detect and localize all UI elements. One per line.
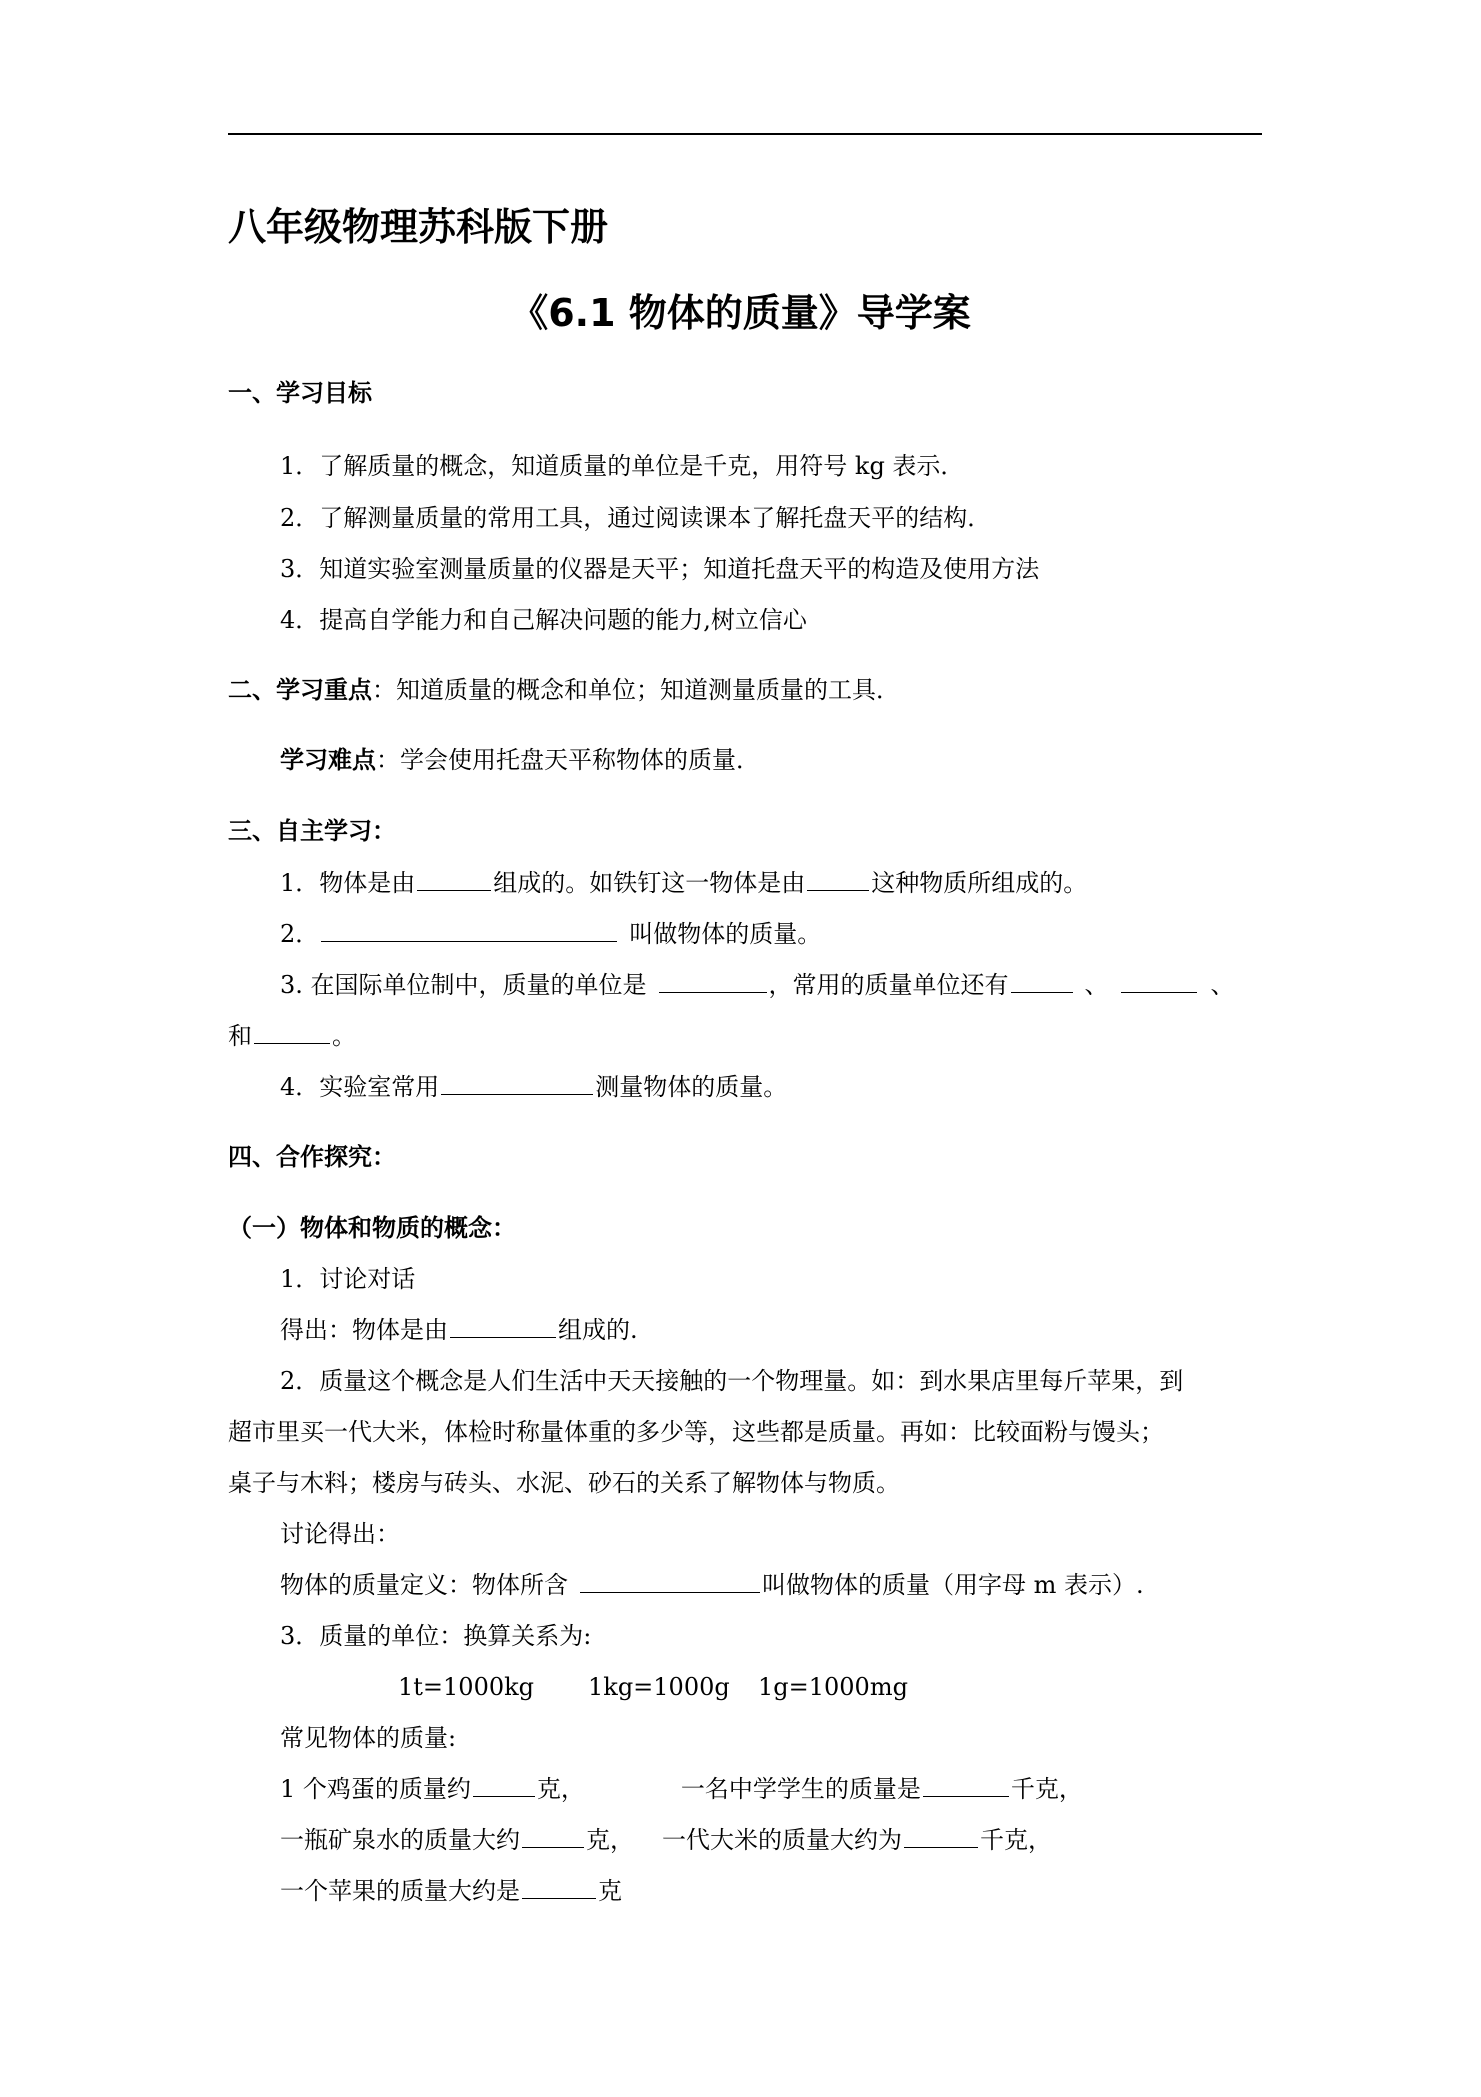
paragraph: 讨论得出：	[280, 1520, 400, 1548]
objective-1: 1．了解质量的概念，知道质量的单位是千克，用符号 kg 表示．	[280, 452, 965, 480]
conversion-item: 1t=1000kg	[398, 1673, 535, 1701]
blank-field[interactable]	[522, 1825, 584, 1848]
unit-conversions	[398, 1672, 908, 1702]
blank-field[interactable]	[904, 1825, 978, 1848]
section-4-heading: 四、合作探究：	[228, 1143, 396, 1171]
section-3-heading: 三、自主学习：	[228, 817, 396, 845]
blank-field[interactable]	[659, 970, 767, 993]
mass-examples-row: 一瓶矿泉水的质量大约 克， 一代大米的质量大约为 千克，	[280, 1826, 1052, 1854]
blank-field[interactable]	[807, 868, 869, 891]
paragraph: 超市里买一代大米，体检时称量体重的多少等，这些都是质量。再如：比较面粉与馒头；	[228, 1418, 1164, 1446]
blank-field[interactable]	[450, 1315, 556, 1338]
difficult-points-label: 学习难点	[280, 746, 376, 774]
paragraph: 常见物体的质量:	[280, 1724, 457, 1752]
self-study-q3-cont: 和 。	[228, 1022, 356, 1050]
paragraph: 2．质量这个概念是人们生活中天天接触的一个物理量。如：到水果店里每斤苹果，到	[280, 1367, 1184, 1395]
blank-field[interactable]	[417, 868, 491, 891]
mass-examples-row: 一个苹果的质量大约是 克	[280, 1877, 622, 1905]
conversion-item: 1g=1000mg	[758, 1673, 908, 1701]
page-title: 八年级物理苏科版下册	[228, 205, 609, 249]
mass-definition: 物体的质量定义：物体所含 叫做物体的质量（用字母 m 表示）.	[280, 1571, 1144, 1599]
self-study-q4: 4．实验室常用 测量物体的质量。	[280, 1073, 788, 1101]
conclusion-line: 得出：物体是由 组成的.	[280, 1316, 638, 1344]
key-points-label: 二、学习重点	[228, 676, 372, 704]
blank-field[interactable]	[1011, 970, 1073, 993]
difficult-points	[280, 745, 760, 775]
section-1-heading: 一、学习目标	[228, 379, 372, 407]
blank-field[interactable]	[441, 1072, 593, 1095]
conversion-item: 1kg=1000g	[588, 1673, 730, 1701]
blank-field[interactable]	[923, 1774, 1009, 1797]
objective-4: 4．提高自学能力和自己解决问题的能力,树立信心	[280, 606, 807, 634]
subsection-1-heading: （一）物体和物质的概念：	[228, 1214, 516, 1242]
blank-field[interactable]	[321, 919, 617, 942]
objective-2: 2．了解测量质量的常用工具，通过阅读课本了解托盘天平的结构．	[280, 504, 992, 532]
blank-field[interactable]	[580, 1570, 760, 1593]
document-title: 《6.1 物体的质量》导学案	[510, 291, 971, 335]
self-study-q2: 2． 叫做物体的质量。	[280, 920, 822, 948]
paragraph: 3．质量的单位：换算关系为:	[280, 1622, 592, 1650]
blank-field[interactable]	[473, 1774, 535, 1797]
self-study-q3: 3. 在国际单位制中，质量的单位是 ，常用的质量单位还有 、 、	[280, 971, 1235, 999]
key-points-text: ：知道质量的概念和单位；知道测量质量的工具．	[372, 676, 900, 704]
objective-3: 3．知道实验室测量质量的仪器是天平；知道托盘天平的构造及使用方法	[280, 555, 1040, 583]
paragraph: 1．讨论对话	[280, 1265, 416, 1293]
mass-examples-row: 1 个鸡蛋的质量约 克， 一名中学学生的质量是 千克，	[280, 1775, 1083, 1803]
key-points	[228, 675, 900, 705]
blank-field[interactable]	[254, 1021, 330, 1044]
self-study-q1: 1．物体是由 组成的。如铁钉这一物体是由 这种物质所组成的。	[280, 869, 1088, 897]
blank-field[interactable]	[1121, 970, 1197, 993]
header-rule	[228, 133, 1262, 135]
blank-field[interactable]	[522, 1876, 596, 1899]
difficult-points-text: ：学会使用托盘天平称物体的质量．	[376, 746, 760, 774]
paragraph: 桌子与木料；楼房与砖头、水泥、砂石的关系了解物体与物质。	[228, 1469, 900, 1497]
